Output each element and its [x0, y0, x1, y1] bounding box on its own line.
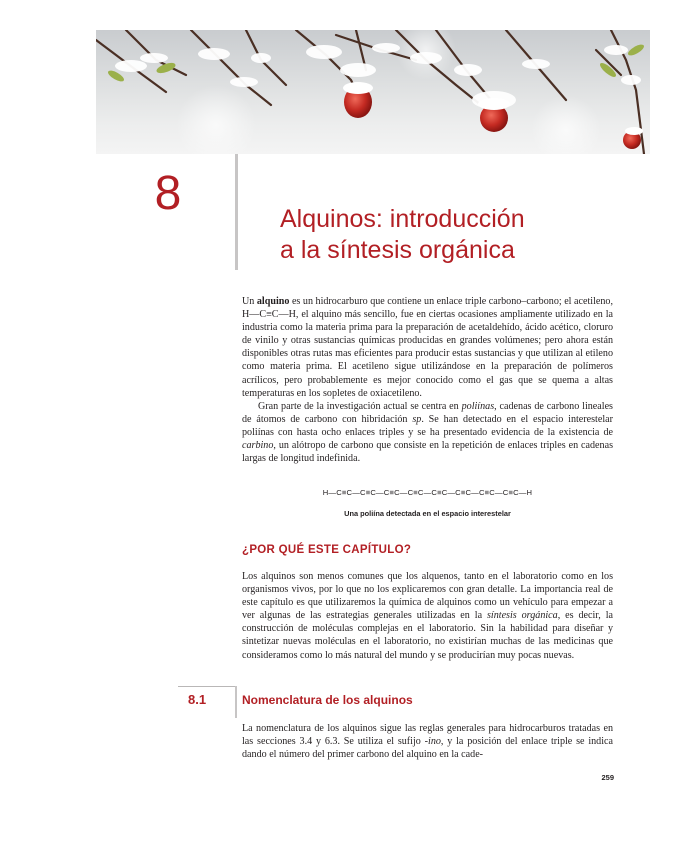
intro-paragraph-1 — [242, 295, 613, 400]
why-chapter-text — [242, 570, 613, 662]
text-run: es un hidrocarburo que contiene un enlace triple carbono–carbono; el acetileno, H—C≡C—H, el alquino más sencillo, fue en ciertas ocasiones ampliamente utilizado en la industria como la materia prima para la preparación de acetaldehído, ácido acético, cloruro de vinilo y otras sustancias químicas producidas en grandes volúmenes; pero ahora están disponibles otras rutas mas eficientes para producir estas sustancias y que utilizan al etileno como materia prima. El acetileno sigue utilizándose en la preparación de polímeros acrílicos, pero probablemente es mejor conocido como el gas que se quema a altas temperaturas en los sopletes de oxiacetileno. — [242, 296, 613, 399]
section-title: Nomenclatura de los alquinos — [242, 693, 413, 707]
term-alquino: alquino — [256, 296, 290, 307]
chapter-divider-rule — [235, 154, 238, 270]
term-ino-suffix: -ino — [424, 736, 441, 748]
text-run: La nomenclatura de los alquinos sigue las reglas generales para hidrocarburos tratadas en las secciones 3.4 y 6.3. Se utiliza el sufijo — [242, 723, 613, 748]
chapter-title-line-1: Alquinos: introducción — [280, 205, 525, 233]
text-run: , cadenas de carbono lineales de átomos de carbono con hibridación — [242, 400, 613, 425]
term-sintesis-organica: síntesis orgánica — [486, 610, 558, 622]
section-paragraph — [242, 722, 613, 761]
section-text — [242, 722, 613, 761]
section-divider-rule — [235, 686, 237, 718]
chapter-title — [280, 204, 620, 266]
page-number: 259 — [601, 773, 614, 782]
section-number: 8.1 — [188, 692, 207, 707]
chapter-number: 8 — [154, 167, 182, 220]
text-run: , un alótropo de carbono que consiste en la repetición de enlaces triples en cadenas largas de longitud indefinida. — [242, 440, 613, 465]
term-poliinas: poliínas — [461, 400, 495, 412]
intro-paragraph-2 — [242, 400, 613, 465]
text-run: Un — [242, 296, 257, 307]
intro-text — [242, 295, 613, 465]
text-run: Los alquinos son menos comunes que los alquenos, tanto en el laboratorio como en los organismos vivos, por lo que no los explicaremos con gran detalle. La importancia real de este capítulo es que utilizaremos la química de alquinos como un vehículo para empezar a ver algunas de las estrategias generales utilizadas en la — [242, 571, 613, 622]
polyyne-caption: Una poliína detectada en el espacio interestelar — [344, 509, 511, 518]
section-rule — [178, 686, 236, 687]
chapter-title-line-2: a la síntesis orgánica — [280, 236, 515, 264]
why-paragraph — [242, 570, 613, 662]
text-run: , y la posición del enlace triple se indica dando el número del primer carbono del alquino en la cade- — [242, 736, 613, 761]
polyyne-structure: H—C≡C—C≡C—C≡C—C≡C—C≡C—C≡C—C≡C—C≡C—H — [322, 488, 533, 497]
text-run: Gran parte de la investigación actual se centra en — [258, 400, 462, 412]
term-carbino: carbino — [242, 440, 274, 452]
term-sp: sp — [412, 413, 422, 425]
chapter-banner-photo — [96, 30, 650, 154]
why-chapter-heading: ¿POR QUÉ ESTE CAPÍTULO? — [242, 544, 412, 556]
text-run: . Se han detectado en el espacio interestelar poliínas con hasta ocho enlaces triples y se ha presentado evidencia de la existencia de — [242, 413, 613, 438]
text-run: , es decir, la construcción de moléculas complejas en el laboratorio. Sin la habilidad para diseñar y sintetizar nuevas moléculas en el laboratorio, no existirían muchas de las medicinas que consideramos como lo más natural del mundo y se producirían muy pocas nuevas. — [242, 610, 613, 661]
